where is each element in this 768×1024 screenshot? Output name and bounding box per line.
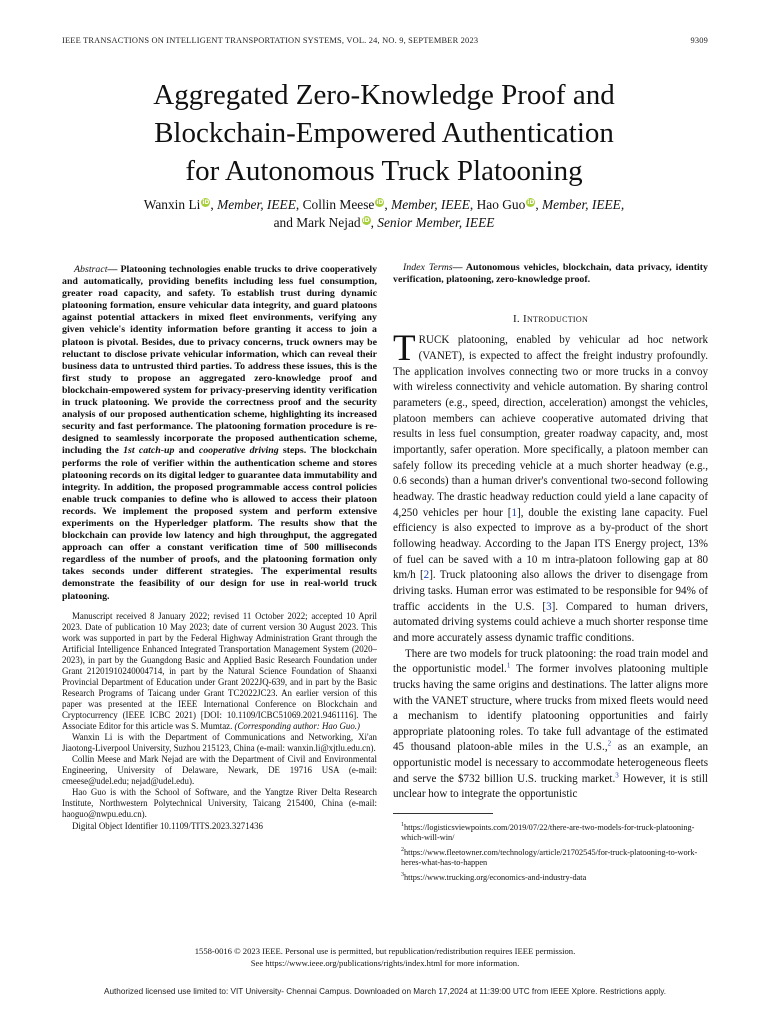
section-number: I. — [512, 313, 520, 326]
index-terms-label: Index Terms — [403, 262, 453, 273]
footnote-link[interactable]: 2 — [607, 739, 612, 748]
abstract-text: and — [174, 445, 199, 457]
note-text: Manuscript received 8 January 2022; revised 11 October 2022; accepted 10 April 2023. Date of publication 10 May 2023; date of current version 30 August 2023. This work was supported in part by the Federal Highway Administration Grant through the Artificial Intelligence Enhanced Integrated Transportation Management System (2020–2023), in part by the Guangdong Basic and Applied Basic Research Foundation under Grant 2120191024000471​4, in part by the Natural Science Foundation of Shaanxi Provincial Department of Education under Grant 2022JQ-639, and in part by the Basic Research Programs of Taicang under Grant TC2022JC23. An earlier version of this paper was presented at the IEEE International Conference on Blockchain and Cryptocurrency (IEEE ICBC 2021) [DOI: 10.1109/ICBC51069.2021.9461116]. The Associate Editor for this article was S. Mumtaz. — [62, 610, 377, 732]
footnote-link[interactable]: 1 — [506, 661, 511, 670]
author-name: Mark Nejad — [296, 215, 361, 230]
author-line-1: Wanxin Li iD, Member, IEEE, Collin Meese iD, Member, IEEE, Hao Guo iD, Member, IEEE, — [143, 197, 625, 212]
abstract-label: Abstract — [74, 264, 108, 275]
author-name: Collin Meese — [302, 197, 375, 212]
abstract: Abstract— Platooning technologies enable trucks to drive cooperatively and automatically, providing benefits including less fuel consumption, greater road capacity, and safety. To establish trust during dynamic platooning formation, ensure vehicular data integrity, and guard platoons against potential attackers in mixed fleet environments, verifying any given vehicle's identity information before granting it access to join a platoon is pivotal. Besides, due to privacy concerns, truck owners may be reluctant to disclose private vehicular information, which can reveal their business data to untrusted third parties. To address these issues, this is the first study to propose an aggregated zero-knowledge proof and blockchain-empowered system for privacy-preserving identity verification in truck platooning. We provide the correctness proof and the security analysis of our proposed authentication scheme, highlighting its increased security and fast performance. The platooning formation procedure is re-designed to seamlessly incorporate the proposed authentication scheme, including the 1st catch-up and cooperative driving steps. The blockchain performs the role of verifier within the authentication scheme and stores platooning records on its digital ledger to guarantee data immutability and integrity. In addition, the proposed programmable access control policies enable truck companies to define who is allowed to access their platoon records. We implement the proposed system and perform extensive experiments on the Hyperledger platform. The results show that the blockchain can provide low latency and high throughput, the aggregated approach can offer a constant verification time of 500 milliseconds regardless of the number of proofs, and the platooning formation only takes seconds under different strategies. The experimental results demonstrate the feasibility of our design for use in real-world truck platooning. — [62, 264, 378, 602]
paragraph-text: There are two models for truck platooning: the road train model and the opportunistic model. — [393, 647, 708, 676]
footnote-number: 1 — [401, 822, 404, 829]
paragraph-text: The former involves platooning multiple trucks having the same origins and destinations. The latter aligns more with the VANET structure, where trucks from mixed fleets would need a mechanism to identify platooning opportunities and fairly appropriate platooning roles. To take full advantage of the estimated 45 thousand platoon-able miles in the U.S., — [393, 663, 708, 754]
article-notes — [62, 611, 377, 832]
author-line-2: and Mark Nejad iD, Senior Member, IEEE — [273, 215, 495, 230]
footnote-divider — [393, 813, 493, 814]
paragraph-text: as an example, an opportunistic model is necessary to accommodate heterogeneous fleets and serve the $732 billion U.S. trucking market. — [393, 741, 708, 785]
paragraph — [393, 328, 708, 646]
footnotes — [393, 820, 708, 883]
introduction-text — [393, 328, 708, 803]
abstract-emphasis: 1st catch-up — [123, 445, 175, 457]
abstract-text: steps. The blockchain performs the role of verifier within the authentication scheme and stores platooning records on its digital ledger to guarantee data immutability and integrity. In addition, the proposed programmable access control policies enable truck companies to define who is allowed to access their platoon records. We implement the proposed system and perform extensive experiments on the Hyperledger platform. The results show that the blockchain can provide low latency and high throughput, the aggregated approach can offer a constant verification time of 500 milliseconds regardless of the number of proofs, and the platooning formation only takes seconds under different strategies. The experimental results demonstrate the feasibility of our design for use in real-world truck platooning. — [62, 445, 378, 602]
corresponding-author: (Corresponding author: Hao Guo.) — [234, 721, 360, 732]
citation-link[interactable]: 2 — [423, 569, 430, 582]
orcid-icon[interactable]: iD — [376, 199, 384, 206]
footnote-url[interactable]: https://www.fleetowner.com/technology/article/21702545/for-truck-platooning-to-work-heres-what-has-to-happen — [401, 847, 698, 867]
footnote-number: 3 — [401, 872, 404, 878]
title-line-1: Aggregated Zero-Knowledge Proof and — [153, 79, 615, 111]
section-heading — [393, 313, 708, 325]
copyright-line-1: 1558-0016 © 2023 IEEE. Personal use is permitted, but republication/redistribution requires IEEE permission. — [194, 946, 576, 956]
citation-link[interactable]: 1 — [511, 506, 518, 519]
orcid-icon[interactable]: iD — [527, 199, 535, 206]
footnote[interactable] — [393, 845, 708, 868]
author-role: Member, IEEE — [391, 197, 470, 212]
citation-link[interactable]: 3 — [546, 600, 552, 613]
abstract-text: Platooning technologies enable trucks to drive cooperatively and automatically, providing benefits including less fuel consumption, greater road capacity, and safety. To establish trust during dynamic platooning formation, ensure vehicular data integrity, and guard platoons against potential attackers in mixed fleet environments, verifying any given vehicle's identity information before granting it access to join a platoon is pivotal. Besides, due to privacy concerns, truck owners may be reluctant to disclose private vehicular information, which can reveal their business data to untrusted third parties. To address these issues, this is the first study to propose an aggregated zero-knowledge proof and blockchain-empowered system for privacy-preserving identity verification in truck platooning. We provide the correctness proof and the security analysis of our proposed authentication scheme, highlighting its increased security and fast performance. The platooning formation procedure is re-designed to seamlessly incorporate the proposed authentication scheme, including the — [62, 264, 378, 457]
paragraph — [393, 647, 708, 804]
author-role: Member, IEEE — [217, 197, 296, 212]
footnote[interactable] — [393, 820, 708, 843]
drop-cap: T — [393, 328, 416, 370]
doi-note: Digital Object Identifier 10.1109/TITS.2023.3271436 — [72, 820, 263, 831]
footnote-url[interactable]: https://logisticsviewpoints.com/2019/07/22/there-are-two-models-for-truck-platooning-which-will-win/ — [401, 822, 695, 842]
paragraph-text: ]. Compared to human drivers, automated driving systems could achieve a much shorter response time and more accurately assess dynamic traffic conditions. — [393, 600, 708, 644]
copyright-notice — [62, 946, 708, 969]
author-role: Senior Member, IEEE — [377, 215, 495, 230]
affiliation-note: Collin Meese and Mark Nejad are with the Department of Civil and Environmental Engineering, University of Delaware, Newark, DE 19716 USA (e-mail: cmeese@udel.edu; nejad@udel.edu). — [62, 754, 377, 787]
section-title: Introduction — [523, 313, 589, 326]
title-line-3: for Autonomous Truck Platooning — [185, 155, 583, 187]
footnote-number: 2 — [401, 847, 404, 854]
affiliation-note: Hao Guo is with the School of Software, and the Yangtze River Delta Research Institute, Northwestern Polytechnical University, Taicang 215400, China (e-mail: haoguo@nwpu.edu.cn). — [62, 787, 377, 820]
affiliation-note: Wanxin Li is with the Department of Communications and Networking, Xi'an Jiaotong-Liverpool University, Suzhou 215123, China (e-mail: wanxin.li@xjtlu.edu.cn). — [62, 732, 377, 754]
paragraph-text: However, it is still unclear how to integrate the opportunistic — [393, 772, 708, 801]
paragraph-text: ], double the existing lane capacity. Fuel efficiency is also expected to improve as a by-product of the short following headway. According to the Japan ITS Energy project, 13% of fuel can be saved with a 10 m intra-platoon following gap at 80 km/h [ — [393, 506, 708, 582]
copyright-line-2: See https://www.ieee.org/publications/rights/index.html for more information. — [250, 957, 520, 968]
page-number: 9309 — [690, 36, 708, 45]
footnote-url[interactable]: https://www.trucking.org/economics-and-industry-data — [404, 872, 587, 882]
paragraph-text: ]. Truck platooning also allows the driver to disengage from driving tasks. Human error was estimated to be responsible for 94% of traffic accidents in the U.S. [ — [393, 569, 708, 613]
paper-title — [60, 76, 708, 190]
journal-name: IEEE TRANSACTIONS ON INTELLIGENT TRANSPORTATION SYSTEMS, VOL. 24, NO. 9, SEPTEMBER 2023 — [62, 36, 479, 45]
license-banner: Authorized licensed use limited to: VIT University- Chennai Campus. Downloaded on March 17,2024 at 11:39:00 UTC from IEEE Xplore. Restrictions apply. — [103, 987, 667, 996]
abstract-emphasis: cooperative driving — [198, 445, 279, 457]
footnote-link[interactable]: 3 — [615, 771, 619, 780]
author-name: Hao Guo — [476, 197, 526, 212]
index-terms: Index Terms— Autonomous vehicles, blockchain, data privacy, identity verification, platooning, zero-knowledge proof. — [393, 262, 708, 286]
paragraph-text: RUCK platooning, enabled by vehicular ad hoc network (VANET), is expected to affect the freight industry profoundly. The application involves connecting two or more trucks in a convoy with wireless connectivity and vehicle automation. By sharing control parameters (e.g., speed, direction, acceleration) amongst the vehicles, platoon members can achieve cooperative automated driving that results in less fuel consumption, greater roadway capacity, and, most importantly, safer operation. More specifically, a platoon member can safely follow its preceding vehicle at a much shorter headway (e.g., 0.6 seconds) than a human driver's conventional two-second following headway. The drastic headway reduction could yield a lane capacity of 4,250 vehicles per hour [ — [393, 334, 708, 519]
right-column — [393, 262, 708, 885]
manuscript-note — [62, 611, 377, 733]
orcid-icon[interactable]: iD — [362, 217, 370, 224]
author-role: Member, IEEE, — [542, 197, 625, 212]
left-column — [62, 264, 377, 832]
orcid-icon[interactable]: iD — [202, 199, 210, 206]
running-header — [62, 36, 708, 45]
index-terms-text: Autonomous vehicles, blockchain, data privacy, identity verification, platooning, zero-knowledge proof. — [393, 262, 708, 286]
author-list — [60, 196, 708, 232]
author-name: Wanxin Li — [143, 197, 201, 212]
footnote[interactable] — [393, 870, 708, 883]
title-line-2: Blockchain-Empowered Authentication — [154, 117, 614, 149]
author-conjunction: and — [273, 215, 293, 230]
